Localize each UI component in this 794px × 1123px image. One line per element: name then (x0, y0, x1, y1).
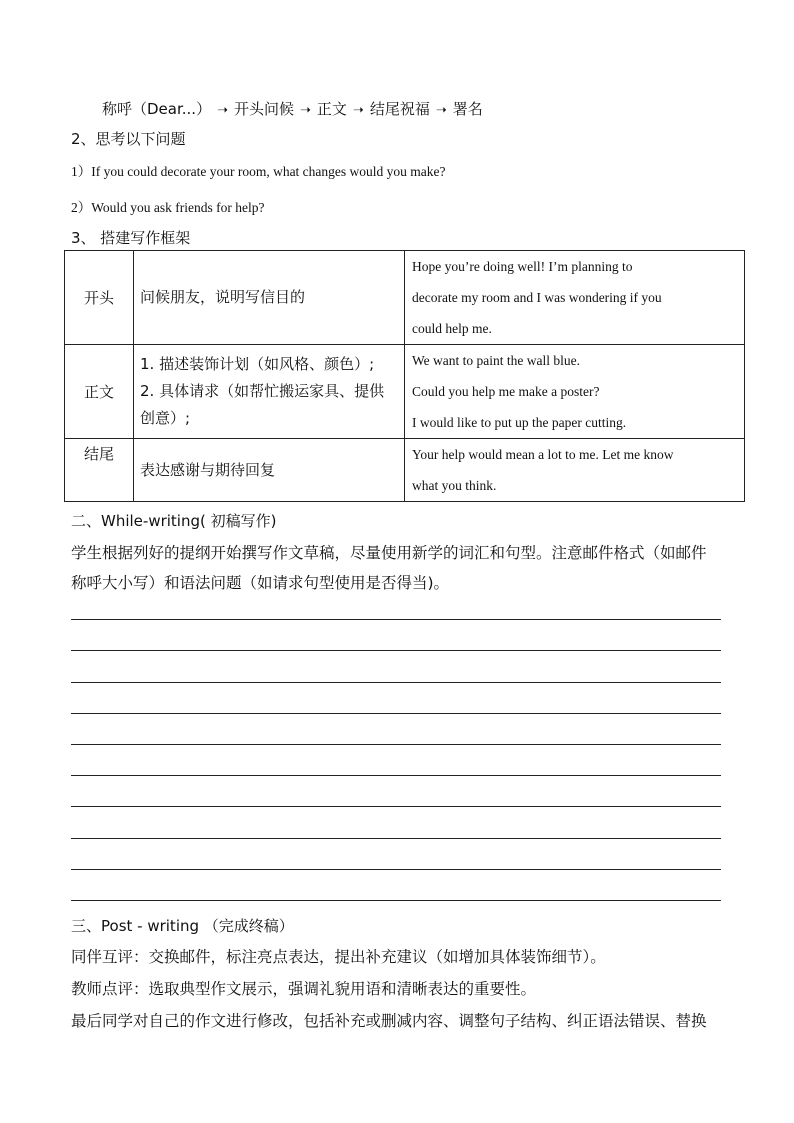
content-cell (134, 345, 405, 439)
question-1: 1）If you could decorate your room, what changes would you make? (71, 164, 446, 179)
content-line: 问候朋友，说明写信目的 (140, 288, 306, 306)
while-writing-paragraph-line: 学生根据列好的提纲开始撰写作文草稿，尽量使用新学的词汇和句型。注意邮件格式（如邮件 (71, 544, 707, 562)
part-cell: 正文 (65, 345, 134, 439)
section3-heading: 3、 搭建写作框架 (71, 229, 191, 247)
example-line: I would like to put up the paper cutting. (412, 415, 627, 430)
content-line: 2. 具体请求（如帮忙搬运家具、提供 (140, 382, 385, 400)
writing-line (71, 900, 721, 901)
example-line: decorate my room and I was wondering if you (412, 290, 662, 305)
writing-line (71, 806, 721, 807)
writing-line (71, 838, 721, 839)
teacher-review-line: 教师点评：选取典型作文展示，强调礼貌用语和清晰表达的重要性。 (71, 980, 537, 998)
revision-line: 最后同学对自己的作文进行修改，包括补充或删减内容、调整句子结构、纠正语法错误、替换 (71, 1012, 707, 1030)
part-cell: 开头 (65, 251, 134, 345)
flow-step-body: 正文 (316, 100, 347, 118)
example-line: Your help would mean a lot to me. Let me know (412, 447, 674, 462)
example-line: could help me. (412, 321, 492, 336)
content-cell (134, 439, 405, 502)
writing-line (71, 744, 721, 745)
flow-step-closing: 结尾祝福 (369, 100, 430, 118)
flow-step-signature: 署名 (452, 100, 483, 118)
content-line: 1. 描述装饰计划（如风格、颜色）; (140, 355, 375, 373)
table-row (65, 439, 745, 502)
writing-line (71, 869, 721, 870)
content-cell (134, 251, 405, 345)
example-cell (405, 439, 745, 502)
arrow-icon: ➝ (300, 103, 311, 118)
writing-framework-table (64, 250, 745, 502)
flow-step-salutation: 称呼（Dear...） (102, 100, 212, 118)
arrow-icon: ➝ (435, 103, 447, 118)
writing-line (71, 650, 721, 651)
part-cell: 结尾 (65, 439, 134, 502)
content-line: 创意）; (140, 409, 191, 427)
writing-line (71, 682, 721, 683)
example-line: Could you help me make a poster? (412, 384, 600, 399)
example-line: We want to paint the wall blue. (412, 353, 580, 368)
example-line: what you think. (412, 478, 497, 493)
content-line: 表达感谢与期待回复 (140, 460, 276, 479)
arrow-icon: ➝ (352, 103, 364, 118)
example-cell (405, 345, 745, 439)
writing-line (71, 619, 721, 620)
arrow-icon: ➝ (217, 103, 228, 118)
example-line: Hope you’re doing well! I’m planning to (412, 259, 633, 274)
while-writing-heading: 二、While-writing( 初稿写作) (71, 512, 277, 530)
letter-structure-flow (102, 98, 483, 119)
writing-line (71, 775, 721, 776)
post-writing-heading: 三、Post - writing （完成终稿） (71, 917, 294, 935)
flow-step-greeting: 开头问候 (233, 100, 294, 118)
table-row (65, 345, 745, 439)
while-writing-paragraph-line: 称呼大小写）和语法问题（如请求句型使用是否得当)。 (71, 574, 450, 592)
section2-heading: 2、思考以下问题 (71, 130, 186, 148)
peer-review-line: 同伴互评：交换邮件，标注亮点表达，提出补充建议（如增加具体装饰细节）。 (71, 948, 606, 966)
question-2: 2）Would you ask friends for help? (71, 200, 265, 215)
table-row (65, 251, 745, 345)
writing-line (71, 713, 721, 714)
example-cell (405, 251, 745, 345)
